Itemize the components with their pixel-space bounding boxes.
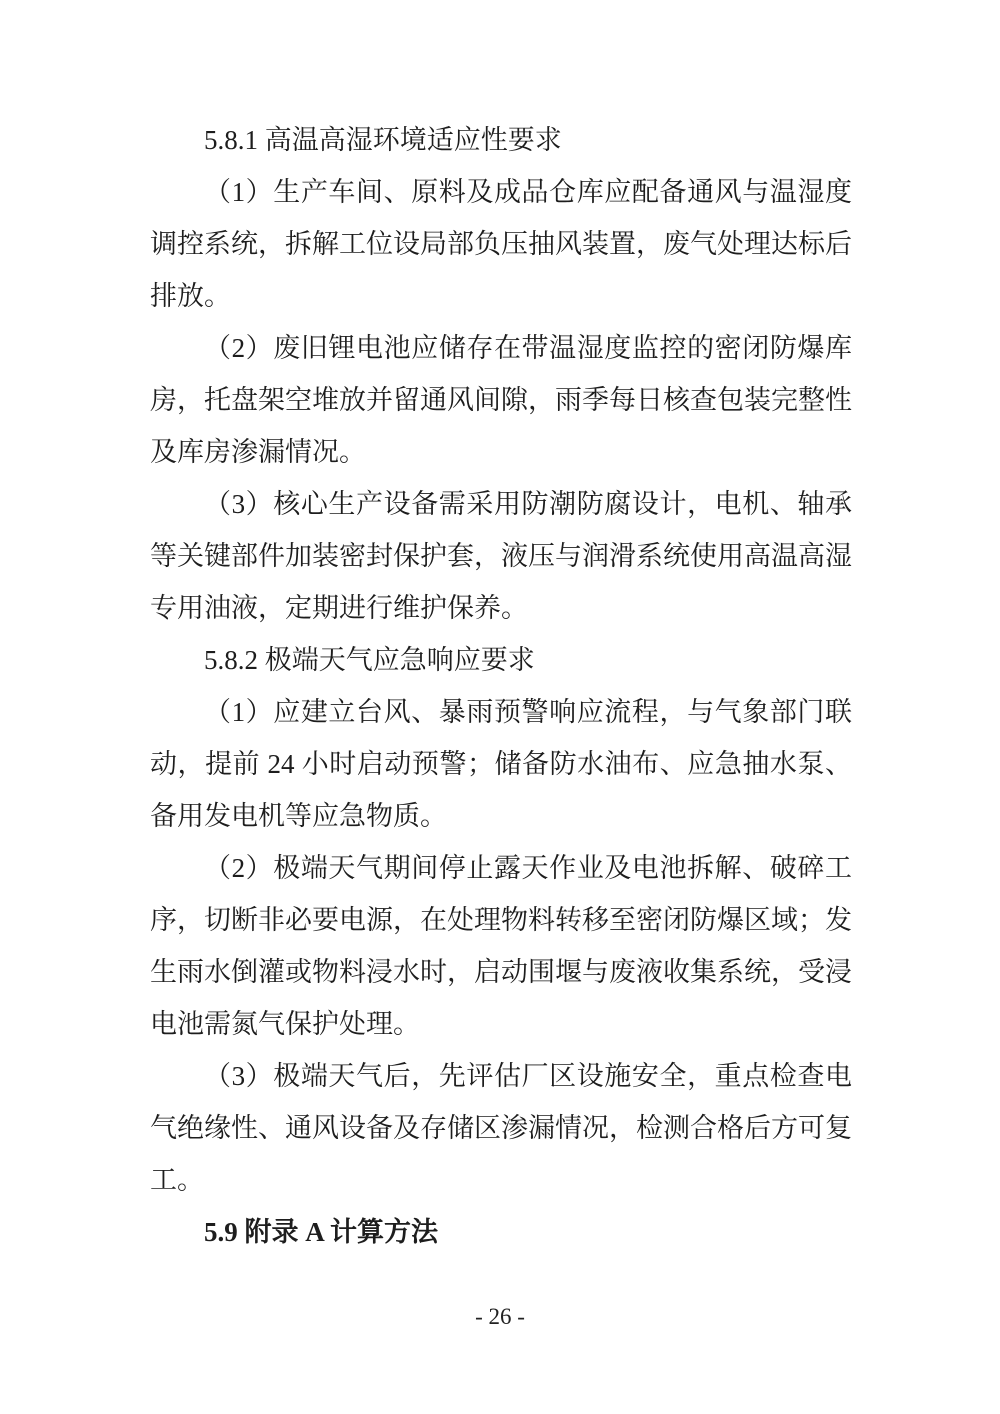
para-high-temp-item-1: （1）生产车间、原料及成品仓库应配备通风与温湿度调控系统，拆解工位设局部负压抽风装置，废气处理达标后排放。 <box>150 177 852 311</box>
heading-5-9: 5.9 附录 A 计算方法 <box>204 1217 439 1247</box>
para-high-temp-item-3: （3）核心生产设备需采用防潮防腐设计，电机、轴承等关键部件加装密封保护套，液压与润滑系统使用高温高湿专用油液，定期进行维护保养。 <box>150 489 852 623</box>
para-extreme-weather-item-2: （2）极端天气期间停止露天作业及电池拆解、破碎工序，切断非必要电源，在处理物料转移至密闭防爆区域；发生雨水倒灌或物料浸水时，启动围堰与废液收集系统，受浸电池需氮气保护处理。 <box>150 853 852 1039</box>
para-extreme-weather-item-1: （1）应建立台风、暴雨预警响应流程，与气象部门联动，提前 24 小时启动预警；储备防水油布、应急抽水泵、备用发电机等应急物质。 <box>150 697 852 831</box>
para-extreme-weather-item-3: （3）极端天气后，先评估厂区设施安全，重点检查电气绝缘性、通风设备及存储区渗漏情况，检测合格后方可复工。 <box>150 1061 852 1195</box>
page-footer <box>0 1302 1000 1332</box>
heading-5-8-2: 5.8.2 极端天气应急响应要求 <box>204 645 535 675</box>
heading-5-8-1: 5.8.1 高温高湿环境适应性要求 <box>204 125 562 155</box>
para-high-temp-item-2: （2）废旧锂电池应储存在带温湿度监控的密闭防爆库房，托盘架空堆放并留通风间隙，雨季每日核查包装完整性及库房渗漏情况。 <box>150 333 852 467</box>
document-body <box>150 114 852 1258</box>
page-number: - 26 - <box>475 1304 525 1329</box>
